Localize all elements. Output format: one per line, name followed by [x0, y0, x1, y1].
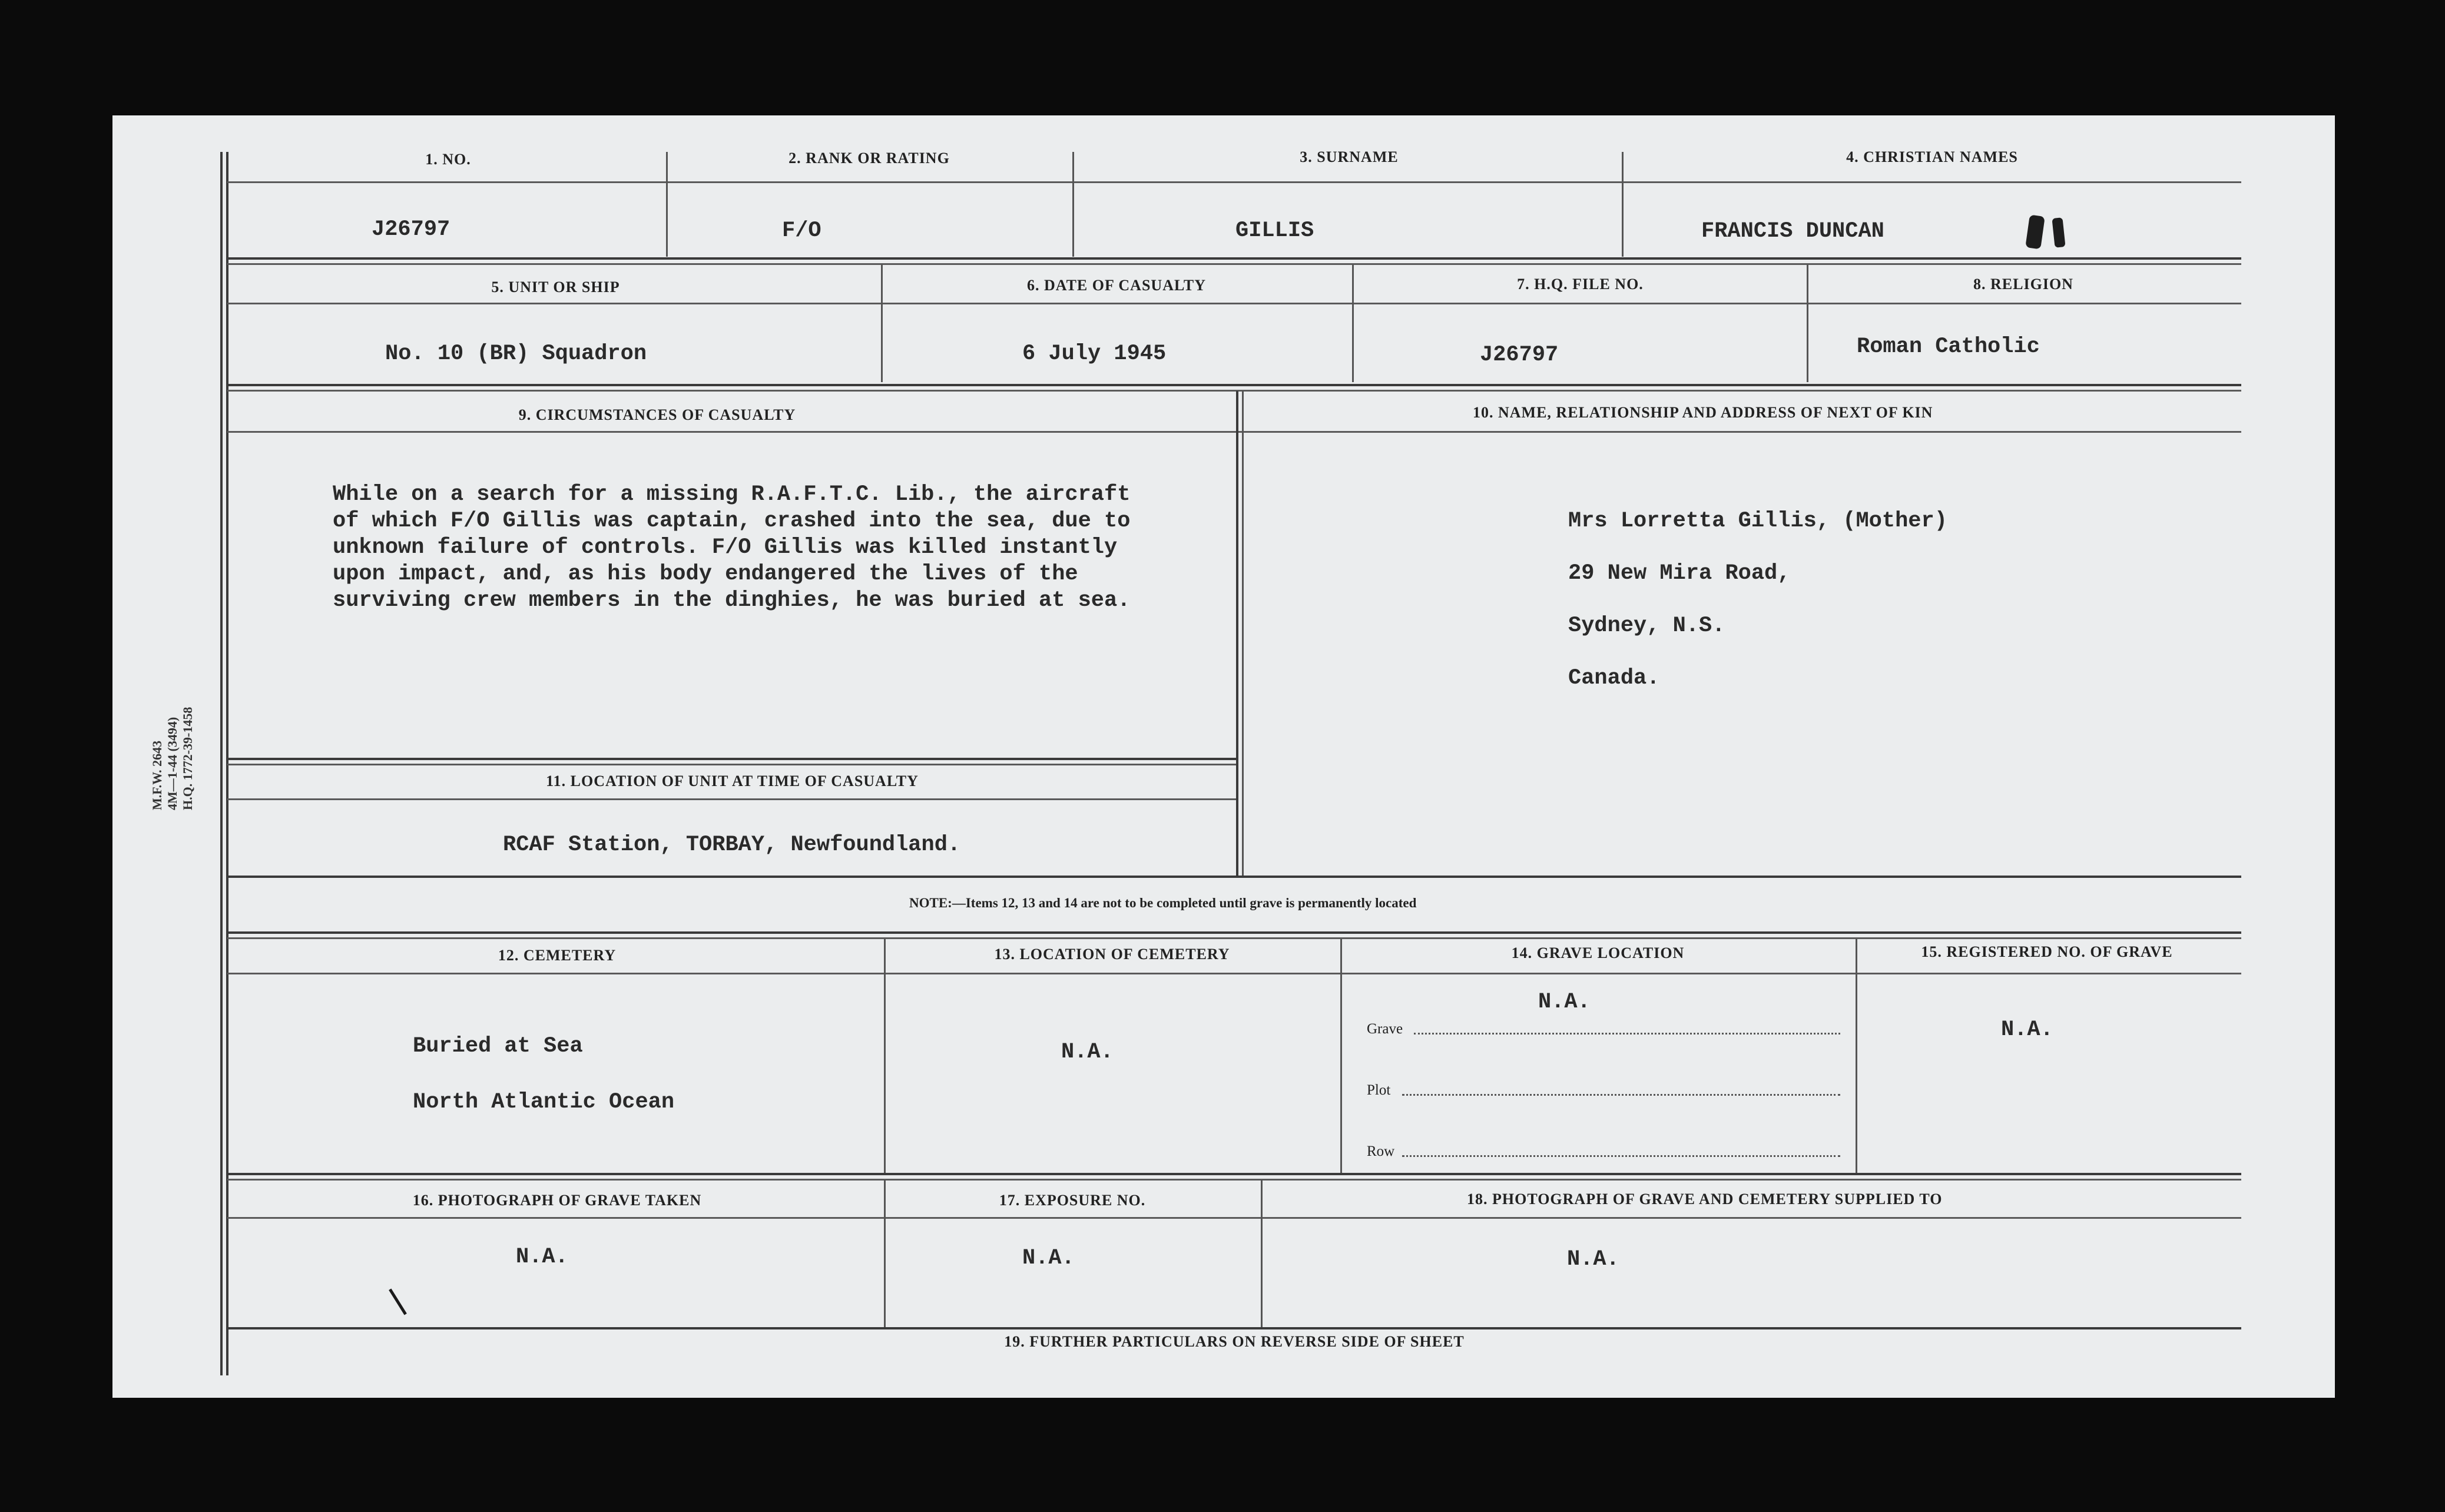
row3-bottom-rule: [227, 876, 2241, 878]
row2-divider-b: [1352, 264, 1354, 382]
field-3-label: 3. SURNAME: [1300, 148, 1399, 165]
plot-label: Plot: [1367, 1082, 1391, 1098]
row4-bottom-rule: [227, 1173, 2241, 1175]
field-11-top-rule-2: [227, 764, 1236, 765]
row4-bottom-rule-2: [227, 1179, 2241, 1181]
hq-file-value: J26797: [1480, 343, 1559, 367]
circumstances-text: [333, 482, 1130, 614]
pen-mark: [389, 1288, 407, 1315]
row2-bottom-rule: [227, 384, 2241, 386]
cemetery-line-2: North Atlantic Ocean: [413, 1090, 675, 1115]
row4-divider-a: [884, 939, 886, 1174]
field-13-label: 13. LOCATION OF CEMETERY: [994, 946, 1230, 963]
field-7-label: 7. H.Q. FILE NO.: [1517, 276, 1644, 293]
field-15-label: 15. REGISTERED NO. OF GRAVE: [1921, 943, 2173, 960]
row-fill-line: [1402, 1155, 1840, 1157]
field-4-label: 4. CHRISTIAN NAMES: [1846, 148, 2018, 165]
row-label: Row: [1367, 1143, 1395, 1159]
circumstances-line-5: surviving crew members in the dinghies, he was buried at sea.: [333, 588, 1131, 613]
field-9-label: 9. CIRCUMSTANCES OF CASUALTY: [518, 406, 796, 423]
field-19-label: 19. FURTHER PARTICULARS ON REVERSE SIDE OF SHEET: [1004, 1333, 1465, 1350]
row4-divider-b: [1340, 939, 1342, 1174]
field-11-label: 11. LOCATION OF UNIT AT TIME OF CASUALTY: [546, 772, 919, 790]
field-18-label: 18. PHOTOGRAPH OF GRAVE AND CEMETERY SUPPLIED TO: [1467, 1191, 1943, 1208]
row1-divider-c: [1622, 152, 1624, 257]
circumstances-line-3: unknown failure of controls. F/O Gillis was killed instantly: [333, 535, 1118, 560]
surname-value: GILLIS: [1235, 218, 1314, 243]
field-10-label: 10. NAME, RELATIONSHIP AND ADDRESS OF NEXT OF KIN: [1473, 404, 1933, 421]
circumstances-line-4: upon impact, and, as his body endangered the lives of the: [333, 562, 1078, 586]
ink-mark: [2025, 214, 2045, 249]
next-of-kin-street: 29 New Mira Road,: [1568, 561, 1791, 586]
row2-divider-a: [881, 264, 883, 382]
photo-taken-value: N.A.: [516, 1245, 568, 1269]
cemetery-line-1: Buried at Sea: [413, 1034, 583, 1059]
row5-bottom-rule: [227, 1327, 2241, 1329]
field-12-label: 12. CEMETERY: [498, 947, 617, 964]
row4-header-rule: [227, 973, 2241, 974]
row1-divider-b: [1072, 152, 1074, 257]
grave-fill-line: [1414, 1033, 1840, 1034]
field-5-label: 5. UNIT OR SHIP: [491, 278, 620, 296]
form-side-print-3: H.Q. 1772-39-1458: [180, 707, 195, 810]
row3-header-rule: [227, 431, 2241, 433]
row4-top-rule: [227, 931, 2241, 934]
unit-location-value: RCAF Station, TORBAY, Newfoundland.: [503, 833, 961, 857]
row3-divider-2: [1242, 391, 1244, 876]
exposure-no-value: N.A.: [1022, 1246, 1075, 1271]
field-1-label: 1. NO.: [425, 151, 471, 168]
field-11-header-rule: [227, 798, 1236, 800]
next-of-kin-city: Sydney, N.S.: [1568, 614, 1725, 638]
form-side-print-2: 4M—1-44 (3494): [165, 717, 180, 810]
photo-supplied-value: N.A.: [1567, 1247, 1619, 1272]
grave-label: Grave: [1367, 1021, 1403, 1037]
field-11-top-rule: [227, 758, 1236, 760]
note-text: NOTE:—Items 12, 13 and 14 are not to be completed until grave is permanently located: [909, 896, 1417, 910]
field-8-label: 8. RELIGION: [1973, 276, 2073, 293]
circumstances-line-2: of which F/O Gillis was captain, crashed into the sea, due to: [333, 509, 1131, 533]
next-of-kin-name: Mrs Lorretta Gillis, (Mother): [1568, 509, 1947, 533]
row5-divider-b: [1261, 1180, 1263, 1327]
row5-divider-a: [884, 1180, 886, 1327]
form-side-print-1: M.F.W. 2643: [150, 740, 164, 810]
row4-top-rule-2: [227, 937, 2241, 939]
field-2-label: 2. RANK OR RATING: [789, 150, 950, 167]
row2-header-rule: [227, 303, 2241, 304]
unit-value: No. 10 (BR) Squadron: [385, 341, 647, 366]
registered-grave-no-value: N.A.: [2001, 1017, 2053, 1042]
plot-fill-line: [1402, 1094, 1840, 1096]
row2-divider-c: [1807, 264, 1808, 382]
religion-value: Roman Catholic: [1857, 334, 2040, 359]
field-16-label: 16. PHOTOGRAPH OF GRAVE TAKEN: [412, 1192, 702, 1209]
field-17-label: 17. EXPOSURE NO.: [999, 1192, 1146, 1209]
circumstances-line-1: While on a search for a missing R.A.F.T.C. Lib., the aircraft: [333, 482, 1131, 507]
field-14-label: 14. GRAVE LOCATION: [1511, 944, 1685, 961]
row1-divider-a: [666, 152, 668, 257]
frame-left-border: [220, 152, 223, 1375]
rank-value: F/O: [782, 218, 821, 243]
christian-names-value: FRANCIS DUNCAN: [1701, 219, 1884, 244]
ink-mark-small: [2052, 217, 2065, 248]
row1-bottom-rule-2: [227, 263, 2241, 265]
row3-divider: [1236, 391, 1238, 876]
grave-location-value: N.A.: [1538, 990, 1591, 1014]
next-of-kin-country: Canada.: [1568, 666, 1660, 691]
row2-bottom-rule-2: [227, 390, 2241, 392]
field-6-label: 6. DATE OF CASUALTY: [1026, 277, 1207, 294]
service-number-value: J26797: [372, 217, 450, 242]
record-card: [112, 115, 2335, 1398]
row1-bottom-rule: [227, 257, 2241, 260]
cemetery-location-value: N.A.: [1061, 1040, 1114, 1065]
row1-header-rule: [227, 181, 2241, 183]
date-of-casualty-value: 6 July 1945: [1022, 341, 1167, 366]
row5-header-rule: [227, 1217, 2241, 1219]
row4-divider-c: [1856, 939, 1857, 1174]
